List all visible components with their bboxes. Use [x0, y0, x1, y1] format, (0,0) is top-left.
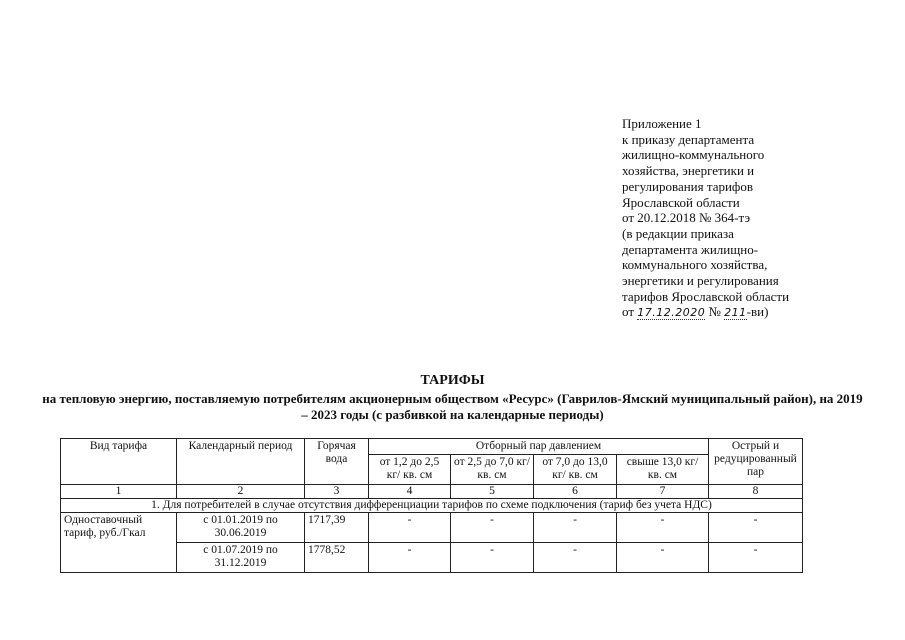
- appendix-line: хозяйства, энергетики и: [622, 163, 755, 179]
- steam-value: -: [369, 543, 451, 573]
- period-cell: с 01.01.2019 по 30.06.2019: [177, 513, 305, 543]
- handwritten-date: 17.12.2020: [637, 306, 706, 320]
- header-tariff-type: Вид тарифа: [61, 439, 177, 485]
- steam-value: -: [534, 543, 617, 573]
- header-steam-col: от 2,5 до 7,0 кг/ кв. см: [451, 455, 534, 485]
- appendix-block: [622, 116, 882, 321]
- appendix-line: коммунального хозяйства,: [622, 257, 768, 273]
- sharp-steam-value: -: [709, 513, 803, 543]
- appendix-line: к приказу департамента: [622, 131, 755, 147]
- col-number: 7: [617, 485, 709, 499]
- header-steam-col: от 7,0 до 13,0 кг/ кв. см: [534, 455, 617, 485]
- tariffs-table: [60, 438, 803, 573]
- hot-water-value: 1717,39: [305, 513, 369, 543]
- steam-value: -: [451, 543, 534, 573]
- header-hot-water: Горячая вода: [305, 439, 369, 485]
- document-title: ТАРИФЫ: [420, 373, 485, 388]
- header-sharp-steam: Острый и редуцированный пар: [709, 439, 803, 485]
- appendix-line: энергетики и регулирования: [622, 273, 779, 289]
- section-title: 1. Для потребителей в случае отсутствия дифференциации тарифов по схеме подключения (тариф без учета НДС): [61, 499, 803, 513]
- hot-water-value: 1778,52: [305, 543, 369, 573]
- appendix-line: регулирования тарифов: [622, 178, 753, 194]
- col-number: 5: [451, 485, 534, 499]
- table-header-row: [61, 439, 803, 455]
- steam-value: -: [617, 513, 709, 543]
- appendix-line: (в редакции приказа: [622, 225, 734, 241]
- steam-value: -: [617, 543, 709, 573]
- col-number: 3: [305, 485, 369, 499]
- header-steam-col: свыше 13,0 кг/ кв. см: [617, 455, 709, 485]
- appendix-line: Ярославской области: [622, 194, 740, 210]
- document-subtitle: на тепловую энергию, поставляемую потребителям акционерным обществом «Ресурс» (Гаврилов-Ямский муниципальный район), на 2019 – 2023 годы (с разбивкой на календарные периоды): [42, 391, 863, 422]
- col-number: 2: [177, 485, 305, 499]
- sharp-steam-value: -: [709, 543, 803, 573]
- steam-value: -: [451, 513, 534, 543]
- period-cell: с 01.07.2019 по 31.12.2019: [177, 543, 305, 573]
- header-steam-col: от 1,2 до 2,5 кг/ кв. см: [369, 455, 451, 485]
- appendix-line: от 20.12.2018 № 364-тэ: [622, 210, 751, 226]
- header-period: Календарный период: [177, 439, 305, 485]
- appendix-order-line: [622, 304, 882, 321]
- appendix-line: тарифов Ярославской области: [622, 288, 790, 304]
- appendix-line: жилищно-коммунального: [622, 147, 765, 163]
- handwritten-order-number: 211: [724, 306, 747, 320]
- number-sign: №: [708, 304, 721, 320]
- col-number: 6: [534, 485, 617, 499]
- table-row: [61, 513, 803, 543]
- steam-value: -: [534, 513, 617, 543]
- appendix-from-prefix: от: [622, 304, 635, 320]
- order-suffix: -ви): [746, 304, 769, 320]
- col-number: 1: [61, 485, 177, 499]
- section-row: [61, 499, 803, 513]
- steam-value: -: [369, 513, 451, 543]
- header-steam-group: Отборный пар давлением: [369, 439, 709, 455]
- column-number-row: [61, 485, 803, 499]
- col-number: 8: [709, 485, 803, 499]
- appendix-line: департамента жилищно-: [622, 241, 759, 257]
- tariff-label: Одноставочный тариф, руб./Гкал: [61, 513, 177, 573]
- col-number: 4: [369, 485, 451, 499]
- appendix-line: Приложение 1: [622, 116, 702, 131]
